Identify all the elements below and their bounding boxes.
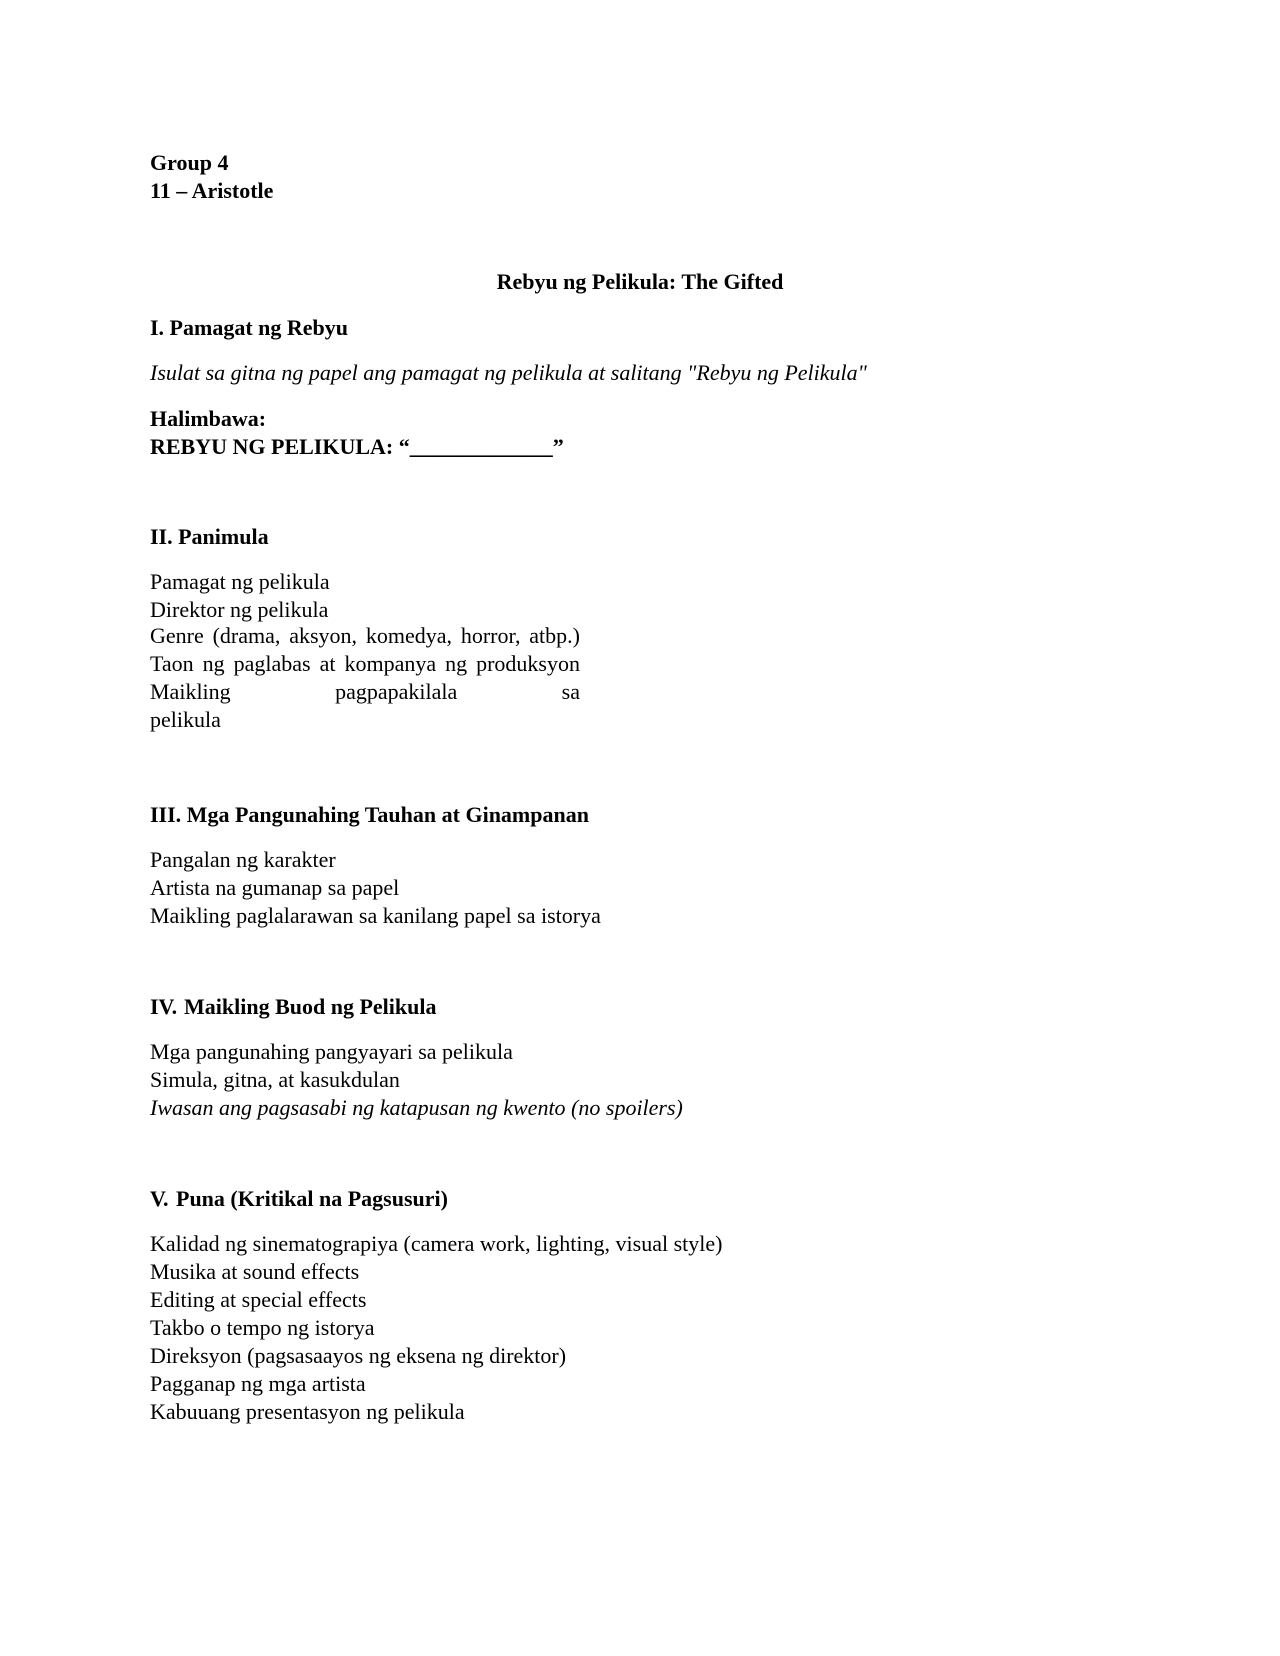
list-item: Direksyon (pagsasaayos ng eksena ng direktor): [150, 1343, 567, 1368]
section-4-title: Maikling Buod ng Pelikula: [184, 994, 437, 1019]
list-item: Artista na gumanap sa papel: [150, 875, 400, 900]
list-item: Musika at sound effects: [150, 1259, 360, 1284]
section-1-heading: I. Pamagat ng Rebyu: [150, 315, 349, 340]
paragraph-last-line: pelikula: [150, 707, 221, 732]
document-title: Rebyu ng Pelikula: The Gifted: [496, 269, 784, 294]
section-2-heading: II. Panimula: [150, 524, 269, 549]
section-1-instruction: Isulat sa gitna ng papel ang pamagat ng pelikula at salitang "Rebyu ng Pelikula": [150, 360, 867, 385]
section-5-title: Puna (Kritikal na Pagsusuri): [176, 1186, 448, 1211]
list-item: Mga pangunahing pangyayari sa pelikula: [150, 1039, 513, 1064]
section-4-heading: [150, 993, 436, 1021]
example-label: Halimbawa:: [150, 406, 267, 431]
paragraph-text: Genre (drama, aksyon, komedya, horror, atbp.) Taon ng paglabas at kompanya ng produksyon Maikling pagpapakilala sa: [150, 623, 580, 704]
section-5-number: V.: [150, 1186, 169, 1211]
section-3-heading: III. Mga Pangunahing Tauhan at Ginampanan: [150, 802, 589, 827]
section-4-number: IV.: [150, 994, 178, 1019]
section-4-note: Iwasan ang pagsasabi ng katapusan ng kwento (no spoilers): [150, 1095, 683, 1120]
list-item: Takbo o tempo ng istorya: [150, 1315, 375, 1340]
list-item: Editing at special effects: [150, 1287, 367, 1312]
list-item: Kabuuang presentasyon ng pelikula: [150, 1399, 465, 1424]
list-item: Simula, gitna, at kasukdulan: [150, 1067, 400, 1092]
section-5-heading: [150, 1185, 448, 1213]
list-item: Pamagat ng pelikula: [150, 569, 330, 594]
list-item: Kalidad ng sinematograpiya (camera work, lighting, visual style): [150, 1231, 723, 1256]
example-value: REBYU NG PELIKULA: “_____________”: [150, 434, 564, 459]
list-item: Maikling paglalarawan sa kanilang papel sa istorya: [150, 903, 601, 928]
list-item: Pangalan ng karakter: [150, 847, 336, 872]
section-2-paragraph: [150, 622, 580, 734]
group-label: Group 4: [150, 150, 229, 175]
list-item: Direktor ng pelikula: [150, 597, 329, 622]
section-label: 11 – Aristotle: [150, 178, 274, 203]
list-item: Pagganap ng mga artista: [150, 1371, 366, 1396]
